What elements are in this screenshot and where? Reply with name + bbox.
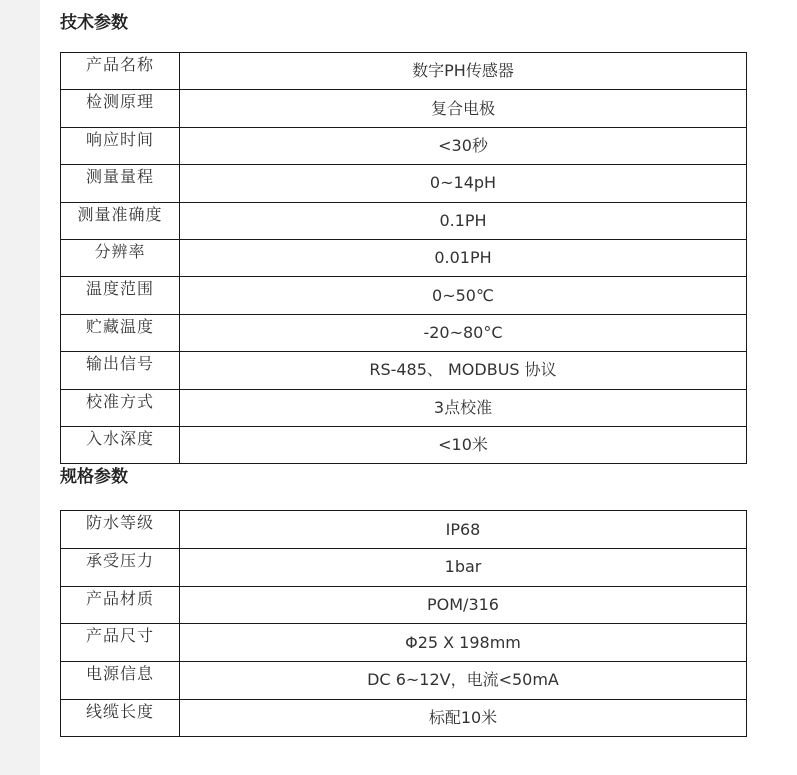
param-label: 温度范围 xyxy=(61,277,180,314)
table-row xyxy=(61,548,747,586)
param-value: 数字PH传感器 xyxy=(180,53,747,90)
param-value: POM/316 xyxy=(180,586,747,624)
param-value: <30秒 xyxy=(180,127,747,164)
table-row xyxy=(61,389,747,426)
param-value: -20~80°C xyxy=(180,314,747,351)
param-value: 1bar xyxy=(180,548,747,586)
param-label: 入水深度 xyxy=(61,426,180,463)
param-value: 3点校准 xyxy=(180,389,747,426)
param-label: 产品名称 xyxy=(61,53,180,90)
param-label: 检测原理 xyxy=(61,90,180,127)
param-label: 测量量程 xyxy=(61,165,180,202)
table-row xyxy=(61,314,747,351)
param-value: <10米 xyxy=(180,426,747,463)
spec-params-table xyxy=(60,510,747,737)
param-label: 防水等级 xyxy=(61,511,180,549)
param-label: 产品尺寸 xyxy=(61,624,180,662)
param-value: 0.01PH xyxy=(180,239,747,276)
param-label: 校准方式 xyxy=(61,389,180,426)
tech-params-title: 技术参数 xyxy=(60,13,128,33)
spec-params-title: 规格参数 xyxy=(60,467,128,488)
table-row xyxy=(61,90,747,127)
param-label: 输出信号 xyxy=(61,352,180,389)
param-value: DC 6~12V，电流<50mA xyxy=(180,662,747,700)
table-row xyxy=(61,277,747,314)
param-value: 标配10米 xyxy=(180,699,747,737)
table-row xyxy=(61,202,747,239)
table-row xyxy=(61,511,747,549)
table-row xyxy=(61,352,747,389)
param-label: 电源信息 xyxy=(61,662,180,700)
param-label: 测量准确度 xyxy=(61,202,180,239)
param-label: 产品材质 xyxy=(61,586,180,624)
table-row xyxy=(61,53,747,90)
param-value: RS-485、 MODBUS 协议 xyxy=(180,352,747,389)
table-row xyxy=(61,624,747,662)
param-label: 响应时间 xyxy=(61,127,180,164)
table-row xyxy=(61,426,747,463)
table-row xyxy=(61,662,747,700)
table-row xyxy=(61,165,747,202)
param-label: 分辨率 xyxy=(61,239,180,276)
param-label: 贮藏温度 xyxy=(61,314,180,351)
table-row xyxy=(61,699,747,737)
param-value: Φ25 X 198mm xyxy=(180,624,747,662)
table-row xyxy=(61,586,747,624)
param-label: 承受压力 xyxy=(61,548,180,586)
param-label: 线缆长度 xyxy=(61,699,180,737)
tech-params-table xyxy=(60,52,747,464)
left-margin-strip xyxy=(0,0,40,775)
param-value: 0~50℃ xyxy=(180,277,747,314)
param-value: 0.1PH xyxy=(180,202,747,239)
param-value: 0~14pH xyxy=(180,165,747,202)
table-row xyxy=(61,239,747,276)
param-value: IP68 xyxy=(180,511,747,549)
param-value: 复合电极 xyxy=(180,90,747,127)
table-row xyxy=(61,127,747,164)
parameters-content xyxy=(60,0,748,737)
